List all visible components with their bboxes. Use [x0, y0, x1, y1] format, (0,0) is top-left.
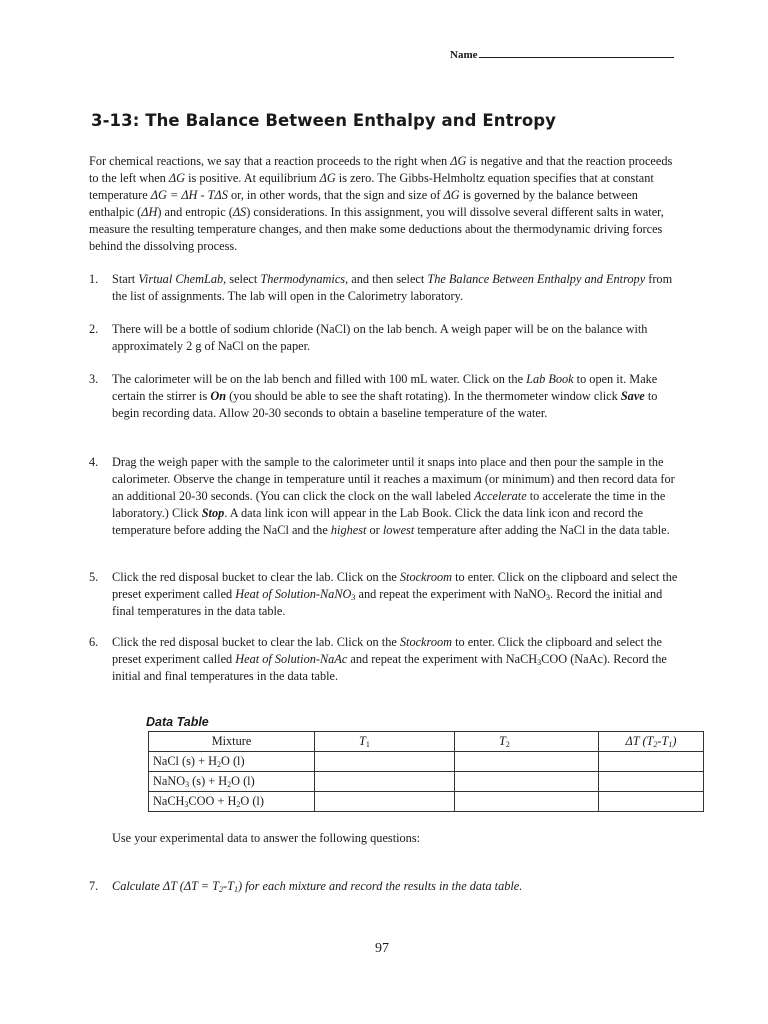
step-number: 4.	[89, 455, 99, 469]
data-table-title: Data Table	[146, 715, 209, 729]
delta-t-cell[interactable]	[599, 752, 704, 772]
t2-cell[interactable]	[455, 772, 599, 792]
step-number: 5.	[89, 570, 99, 584]
question-number: 7.	[89, 879, 99, 893]
data-table-header-row	[149, 732, 704, 752]
delta-t-cell[interactable]	[599, 772, 704, 792]
step-3: 3. The calorimeter will be on the lab bench and filled with 100 mL water. Click on the Lab Book to open it. Make certain the stirrer is On (you should be able to see the shaft rotating). In the thermometer window click Save to begin recording data. Allow 20-30 seconds to obtain a baseline temperature of the water.	[89, 372, 658, 420]
question-7: 7. Calculate ΔT $(\Delta T = T_2-T_1)$ for each mixture and record the results in the data table.	[89, 879, 523, 894]
page-number: 97	[375, 941, 389, 956]
name-blank-line	[479, 47, 674, 58]
t2-cell[interactable]	[455, 792, 599, 812]
t1-cell[interactable]	[315, 772, 455, 792]
table-row	[149, 772, 704, 792]
step-6: 6. Click the red disposal bucket to clear the lab. Click on the Stockroom to enter. Click the clipboard and select the preset experiment called Heat of Solution-NaAc and repeat the experiment with NaCH$_3$COO (NaAc). Record the initial and final temperatures in the data table.	[89, 635, 667, 683]
header-t2: $T_2$	[455, 732, 599, 752]
t2-cell[interactable]	[455, 752, 599, 772]
header-t1: $T_1$	[315, 732, 455, 752]
header-mixture: Mixture	[149, 732, 315, 752]
intro-paragraph: For chemical reactions, we say that a reaction proceeds to the right when ΔG is negative and that the reaction proceeds to the left when ΔG is positive. At equilibrium ΔG is zero. The Gibbs-Helmholtz equation specifies that at constant temperature ΔG = ΔH - TΔS or, in other words, that the sign and size of ΔG is governed by the balance between enthalpic (ΔH) and entropic (ΔS) considerations. In this assignment, you will dissolve several different salts in water, measure the resulting temperature changes, and then make some deductions about the thermodynamic driving forces behind the dissolving process.	[89, 154, 673, 253]
data-table	[148, 731, 704, 812]
step-4: 4. Drag the weigh paper with the sample to the calorimeter until it snaps into place and then pour the sample in the calorimeter. Observe the change in temperature until it reaches a maximum (or minimum) and then record data for an additional 20-30 seconds. (You can click the clock on the wall labeled Accelerate to accelerate the time in the laboratory.) Click Stop. A data link icon will appear in the Lab Book. Click the data link icon and record the temperature before adding the NaCl and the highest or lowest temperature after adding the NaCl in the data table.	[89, 455, 675, 537]
t1-cell[interactable]	[315, 752, 455, 772]
step-1: 1. Start Virtual ChemLab, select Thermodynamics, and then select The Balance Between Enthalpy and Entropy from the list of assignments. The lab will open in the Calorimetry laboratory.	[89, 272, 673, 303]
questions-intro: Use your experimental data to answer the following questions:	[112, 831, 421, 845]
mixture-cell: NaCH$_3$COO + $H_2O$ (l)	[149, 792, 315, 812]
table-row	[149, 792, 704, 812]
delta-t-cell[interactable]	[599, 792, 704, 812]
name-field-label: Name	[450, 47, 674, 61]
step-number: 2.	[89, 322, 99, 336]
t1-cell[interactable]	[315, 792, 455, 812]
header-delta-t: ΔT $(T_2-T_1)$	[599, 732, 704, 752]
step-number: 6.	[89, 635, 99, 649]
mixture-cell: NaNO$_3$ $(s) + H_2O$ (l)	[149, 772, 315, 792]
step-number: 1.	[89, 272, 99, 286]
step-number: 3.	[89, 372, 99, 386]
mixture-cell: NaCl $(s) + H_2O$ (l)	[149, 752, 315, 772]
step-5: 5. Click the red disposal bucket to clear the lab. Click on the Stockroom to enter. Click on the clipboard and select the preset experiment called Heat of Solution-NaNO$_3$ and repeat the experiment with NaNO$_3$. Record the initial and final temperatures in the data table.	[89, 570, 678, 618]
step-2: 2. There will be a bottle of sodium chloride (NaCl) on the lab bench. A weigh paper will be on the balance with approximately 2 g of NaCl on the paper.	[89, 322, 648, 353]
table-row	[149, 752, 704, 772]
page-title: 3-13: The Balance Between Enthalpy and Entropy	[91, 111, 557, 130]
